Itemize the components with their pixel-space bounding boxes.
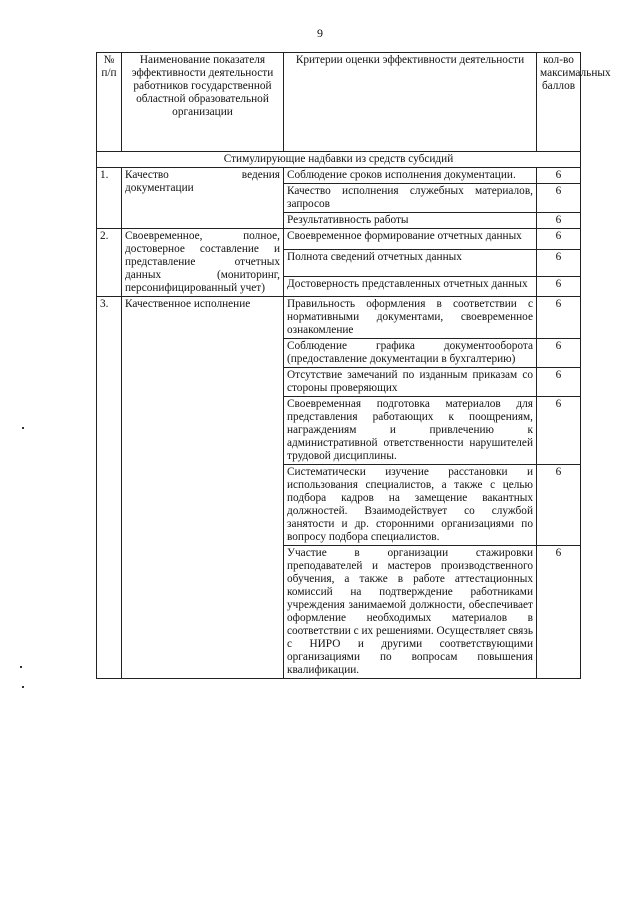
- criterion-cell: Достоверность представленных отчетных данных: [284, 276, 537, 297]
- section-title: Стимулирующие надбавки из средств субсидий: [97, 152, 581, 168]
- criterion-cell: Качество исполнения служебных материалов, запросов: [284, 184, 537, 213]
- score-cell: 6: [537, 368, 581, 397]
- table-row: [97, 229, 581, 250]
- score-cell: 6: [537, 339, 581, 368]
- criterion-cell: Правильность оформления в соответствии с нормативными документами, своевременное ознакомление: [284, 297, 537, 339]
- score-cell: 6: [537, 297, 581, 339]
- criterion-cell: Соблюдение сроков исполнения документации.: [284, 168, 537, 184]
- criterion-cell: Участие в организации стажировки преподавателей и мастеров производственного обучения, а также в работе аттестационных комиссий на подтверждение работниками учреждения занимаемой должности, обеспечивает оформление необходимых материалов в соответствии с их решениями. Осуществляет связь с НИРО и другими соответствующими организациями по вопросам повышения квалификации.: [284, 546, 537, 679]
- score-cell: 6: [537, 184, 581, 213]
- row-number: 2.: [97, 229, 122, 297]
- header-indicator: Наименование показателя эффективности деятельности работников государственной областной образовательной организации: [122, 53, 284, 152]
- header-num: № п/п: [97, 53, 122, 152]
- indicator-cell: Качество ведения документации: [122, 168, 284, 229]
- header-criteria: Критерии оценки эффективности деятельности: [284, 53, 537, 152]
- table-row: [97, 297, 581, 339]
- table-row: [97, 168, 581, 184]
- score-cell: 6: [537, 276, 581, 297]
- header-max-score: кол-во максимальных баллов: [537, 53, 581, 152]
- score-cell: 6: [537, 249, 581, 276]
- scan-speck: [22, 427, 24, 429]
- indicator-cell: Качественное исполнение: [122, 297, 284, 679]
- score-cell: 6: [537, 546, 581, 679]
- page-number: 9: [317, 26, 323, 40]
- row-number: 3.: [97, 297, 122, 679]
- section-row: [97, 152, 581, 168]
- criterion-cell: Своевременное формирование отчетных данных: [284, 229, 537, 250]
- criterion-cell: Соблюдение графика документооборота (предоставление документации в бухгалтерию): [284, 339, 537, 368]
- score-cell: 6: [537, 213, 581, 229]
- row-number: 1.: [97, 168, 122, 229]
- score-cell: 6: [537, 397, 581, 465]
- criterion-cell: Своевременная подготовка материалов для представления работающих к поощрениям, награждениям и привлечению к административной ответственности нарушителей трудовой дисциплины.: [284, 397, 537, 465]
- score-cell: 6: [537, 229, 581, 250]
- criterion-cell: Систематически изучение расстановки и использования специалистов, а также с целью подбора кадров на замещение вакантных должностей. Взаимодействует со службой занятости и др. сторонними организациями по вопросу подбора специалистов.: [284, 465, 537, 546]
- score-cell: 6: [537, 465, 581, 546]
- scan-speck: [22, 686, 24, 688]
- indicator-cell: Своевременное, полное, достоверное составление и представление отчетных данных (мониторинг, персонифицированный учет): [122, 229, 284, 297]
- criterion-cell: Отсутствие замечаний по изданным приказам со стороны проверяющих: [284, 368, 537, 397]
- criterion-cell: Полнота сведений отчетных данных: [284, 249, 537, 276]
- scan-speck: [20, 666, 22, 668]
- table-header-row: [97, 53, 581, 152]
- criterion-cell: Результативность работы: [284, 213, 537, 229]
- score-cell: 6: [537, 168, 581, 184]
- criteria-table: [96, 52, 611, 679]
